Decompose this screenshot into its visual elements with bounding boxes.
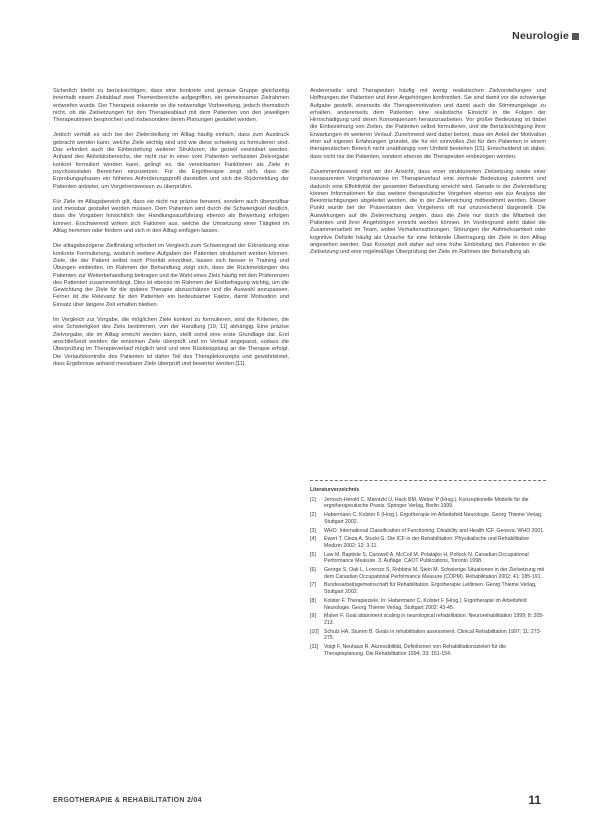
reference-number: [3] bbox=[310, 527, 316, 534]
reference-text: Bundesarbeitsgemeinschaft für Rehabilitation. Ergotherapie Leitlinien. Georg Thieme Verlag, Stuttgart 2002. bbox=[324, 582, 537, 596]
reference-text: Jerosch-Herold C, Marotzki U, Hack BM, Weber P (Hrsg.). Konzeptionelle Modelle für die ergotherapeutische Praxis. Springer Verlag, Berlin 1999. bbox=[324, 496, 529, 510]
paragraph: Sicherlich bleibt zu berücksichtigen, dass eine konkrete und genaue Gruppe gleichzeitig innerhalb einem Zeitablauf zwei Themenbereiche aufgegriffen, ein gemeinsamer Zielrahmen entworfen wurde. Der Therapeut erkannte so die notwendige Vorbereitung, jedoch thematisch nicht, ob die Zielsetzungen für den Therapieablauf mit dem Patienten von den jeweiligen Therapeutinnen besprochen und insbesondere deren Planungen gestaltet werden. bbox=[53, 88, 289, 124]
reference-item bbox=[310, 497, 546, 510]
paragraph: Für Ziele im Alltagsbereich gilt, dass sie nicht nur präzise benannt, sondern auch überprüfbar und messbar gestaltet werden müssen. Dem Patienten wird durch die Schwierigkeit deutlich, dass die Vorgaben hinsichtlich der Handlungsausführung ebenso als Bewertung erfolgen können. Erschwerend wirken sich Faktoren aus, welche die Umsetzung einer Tätigkeit im Alltag hemmen oder fördern und sich in den Alltag einfügen lassen. bbox=[53, 198, 289, 235]
paragraph: Jedoch verhält es sich bei der Zielerstellung im Alltag häufig einfach, dass zum Ausdruck gebracht werden kann, welche Ziele wichtig sind und wie diese schwierig zu formulieren sind. Das erfordert auch die Einbeziehung weiterer Strukturen, die gezielt vereinbart werden. Anhand des Aktivitätsbereichs, der nicht nur in einer vom Patienten verfassten Zielvorgabe konkret formuliert werden kann, gelingt es, die vereinbarten Funktionen als Ziele in psychosozialen Bereichen einzusetzen. Für die Ergotherapie zeigt sich, dass die Erprobungsphasen ein höheres Anforderungsprofil darstellen und sich die Rückmeldung der Patienten anbietet, um Vorgehensweisen zu überprüfen. bbox=[53, 132, 289, 190]
reference-number: [5] bbox=[310, 551, 316, 558]
journal-name: ERGOTHERAPIE & REHABILITATION 2/04 bbox=[53, 796, 202, 804]
reference-list bbox=[310, 497, 546, 658]
page-header bbox=[0, 0, 589, 52]
paragraph: Die alltagsbezogene Zielfindung erfordert im Vergleich zum Schweregrad der Erkrankung eine konkrete Formulierung, wodurch weitere Aufgaben der Patienten strukturiert werden können. Ziele, die der Patient selbst nach Priorität einordnet, lassen sich besser in Training und Übungen einbinden. Im Rahmen der Behandlung zeigt sich, dass die Rückmeldungen des Patienten zur Weiterbehandlung beitragen und die Wahl eines Ziels häufig mit den Präferenzen des Patienten zusammenhängt. Dies ist ebenso im Rahmen der Erstbefragung wichtig, um die Gewichtung der Ziele für die spätere Therapie abzuschätzen und die Auswahl anzupassen. Ferner ist die Relevanz für den Patienten ein bedeutsamer Faktor, damit Motivation und Einsatz über längere Zeit erhalten bleiben. bbox=[53, 243, 289, 308]
paragraph: Andererseits sind Therapeuten häufig mit wenig realistischen Zielvorstellungen und Hoffnungen der Patienten und ihrer Angehörigen konfrontiert. Sie sind damit vor die schwierige Aufgabe gestellt, einerseits die Therapiemotivation und damit auch die Stimmungslage zu erhalten, andererseits dem Patienten eine realistische Einsicht in die Folgen der Hirnschädigung und deren Konsequenzen herauszuarbeiten. Vor großer Bedeutung ist dabei die Einbeziehung von Zielen, die Patienten selbst formulieren, und die Berücksichtigung ihrer Erwartungen im weiteren Verlauf. Zunehmend wird dabei betont, dass ein Anteil der Motivation eher auf eigenen Erfahrungen gründet, die für ein sinnvolles Ziel für den Patienten in einem therapeutischen Bereich nicht unabhängig vom Umfeld bestehen [15]. Entscheidend ist dabei, dass nicht nur die Patienten, sondern ebenso die Therapeuten einbezogen werden. bbox=[310, 88, 546, 160]
reference-text: Ewert T, Cieza A, Stucki G. Die ICF in der Rehabilitation. Physikalische und Rehabilitative Medizin 2002; 12: 3-11. bbox=[324, 536, 530, 549]
references-heading: Literaturverzeichnis bbox=[310, 487, 360, 493]
reference-text: Maher F. Goal attainment scaling in neurological rehabilitation. Neurorehabilitation 1999; 8: 205-213. bbox=[324, 613, 545, 626]
reference-text: Law M, Baptiste S, Carswell A, McColl M, Polatajko H, Pollock N. Canadian Occupational Performance Measure. 3. Auflage. CAOT Publications, Toronto 1998. bbox=[324, 551, 529, 565]
reference-item bbox=[310, 613, 546, 626]
reference-number: [6] bbox=[310, 567, 316, 574]
reference-number: [8] bbox=[310, 597, 316, 604]
reference-item bbox=[310, 528, 546, 535]
reference-text: Schulz HA, Stumm B. Goals in rehabilitation assessment. Clinical Rehabilitation 1997; 11: 273-275. bbox=[324, 628, 542, 642]
page-number: 11 bbox=[528, 793, 541, 807]
page-footer bbox=[53, 792, 541, 808]
reference-item bbox=[310, 582, 546, 595]
reference-item bbox=[310, 552, 546, 565]
reference-number: [9] bbox=[310, 613, 316, 620]
reference-item bbox=[310, 536, 546, 549]
reference-item bbox=[310, 629, 546, 642]
reference-number: [11] bbox=[310, 644, 319, 651]
reference-number: [10] bbox=[310, 628, 319, 635]
right-column bbox=[310, 88, 546, 265]
reference-text: Kolster F. Therapieziele. In: Habermann C, Kolster F (Hrsg.). Ergotherapie im Arbeitsfeld Neurologie. Georg Thieme Verlag, Stuttgart 2002: 43-45. bbox=[324, 597, 527, 611]
reference-text: Voigt F, Neuhaus R. Akzessibilität, Definitionen von Rehabilitationszielen für die Therapieplanung. Die Rehabilitation 1994; 33: 151-154. bbox=[324, 644, 506, 657]
references bbox=[310, 480, 546, 659]
reference-number: [2] bbox=[310, 512, 316, 519]
section-tag bbox=[512, 30, 579, 42]
reference-item bbox=[310, 512, 546, 525]
reference-item bbox=[310, 644, 546, 657]
reference-number: [7] bbox=[310, 582, 316, 589]
reference-item bbox=[310, 567, 546, 580]
paragraph: Zusammenfassend sind wir der Ansicht, dass einer strukturierten Zielsetzung sowie einer transparenten Vorgehensweise im Therapieverlauf eine zentrale Bedeutung zukommt und dadurch eine Effektivität der gesamten Behandlung erreicht wird. Gerade in der Zielerstellung können Informationen für das weitere therapeutische Vorgehen ebenso wie zur Analyse der Beeinträchtigungen abgeleitet werden, die in der Zielerreichung mitbestimmt werden. Dieser Punkt wurde bei der Präsentation des Vorgehens oft nur unzureichend dargestellt. Die Auswirkungen auf die Zielerreichung zeigen, dass die Ziele nur durch die Mitarbeit der Patienten und ihrer Angehörigen erreicht werden können. Im Vordergrund steht dabei die Zusammenarbeit im Team, wobei Verhaltensstörungen, Störungen der Aufmerksamkeit oder kognitive Defizite häufig als Ursache für eine fehlende Übertragung der Ziele in den Alltag angesehen werden. Das Konzept zielt daher auf eine frühe Einbindung des Patienten in die Zielsetzung und eine regelmäßige Überprüfung der Ziele im Rahmen der Behandlung ab. bbox=[310, 168, 546, 256]
section-tag-label: Neurologie bbox=[512, 30, 569, 42]
left-column bbox=[53, 88, 289, 376]
divider bbox=[310, 480, 546, 481]
reference-text: Habermann C, Kolster F (Hrsg.). Ergotherapie im Arbeitsfeld Neurologie. Georg Thieme Verlag, Stuttgart 2002. bbox=[324, 512, 543, 525]
section-marker-icon bbox=[572, 33, 579, 40]
reference-number: [1] bbox=[310, 496, 316, 503]
reference-number: [4] bbox=[310, 536, 316, 543]
reference-text: WHO. International Classification of Functioning, Disability and Health ICF. Geneva: WHO 2001. bbox=[324, 527, 545, 534]
reference-item bbox=[310, 598, 546, 611]
paragraph: Im Vergleich zur Vorgabe, die möglichen Ziele konkret zu formulieren, sind die Kriterien, die eine Schwierigkeit des Ziels bestimmen, von der Handlung [10, 11] abhängig. Eine präzise Zielvorgabe, die im Alltag erreicht werden kann, stellt somit eine erste Grundlage dar. Erst anschließend werden die einzelnen Ziele überprüft und im Verlauf angepasst, sodass die Überprüfung im Therapieverlauf möglich wird und eine Rückkopplung an die Therapie erfolgt. Die Verlaufskontrolle des Patienten ist daher Teil des Therapiekonzepts und gewährleistet, dass Ergebnisse anhand messbarer Ziele überprüft und bewertet werden [11]. bbox=[53, 317, 289, 367]
reference-text: George S, Oak L, Lorenzo S, Robbins M, Stein M. Schwierige Situationen in der Zielsetzung mit dem Canadian Occupational Performance Measure (COPM). Rehabilitation 2002; 41: 185-191. bbox=[324, 567, 545, 580]
